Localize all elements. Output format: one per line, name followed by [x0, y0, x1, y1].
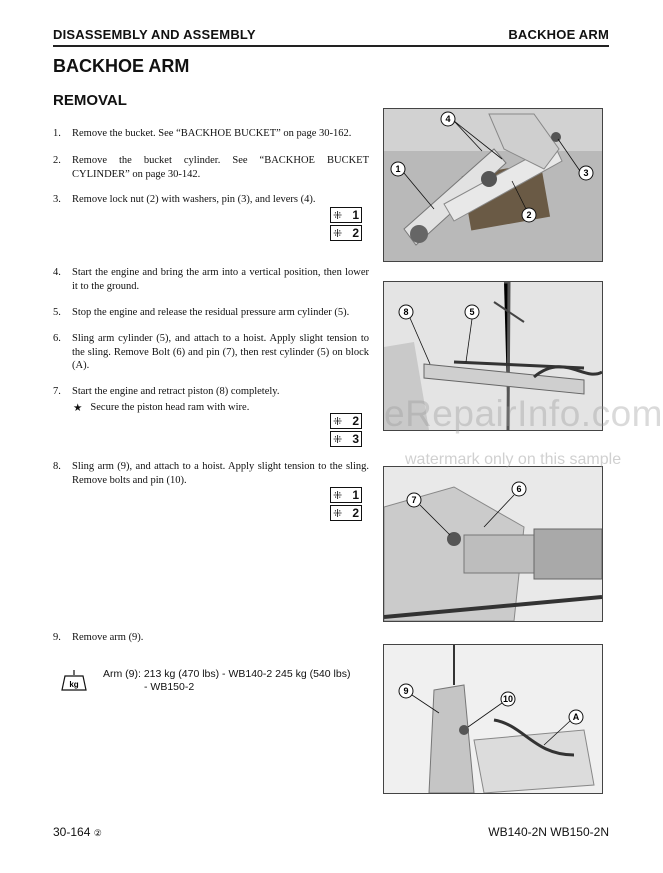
svg-text:9: 9 — [403, 686, 409, 696]
weight-spec — [59, 668, 350, 694]
step-3 — [53, 193, 369, 207]
header-rule — [53, 45, 609, 47]
svg-text:1: 1 — [395, 164, 401, 174]
svg-text:2: 2 — [526, 210, 532, 220]
step-5 — [53, 306, 369, 320]
weight-line-2: - WB150-2 — [144, 681, 195, 693]
reference-box: ⁜ 2 — [330, 505, 362, 521]
step-8 — [53, 460, 369, 487]
step-number: 9. — [53, 632, 61, 643]
step-7 — [53, 385, 369, 399]
step-text: Start the engine and retract piston (8) completely. — [72, 386, 280, 397]
header-topic: BACKHOE ARM — [508, 27, 609, 42]
weight-line-1: Arm (9): 213 kg (470 lbs) - WB140-2 245 kg (540 lbs) — [103, 668, 351, 680]
reference-box: ⁜ 3 — [330, 431, 362, 447]
section-subtitle: REMOVAL — [53, 92, 127, 109]
step-text: Start the engine and bring the arm into a vertical position, then lower it to the ground. — [72, 267, 369, 292]
photo-pin-bolt — [383, 466, 603, 622]
svg-text:3: 3 — [583, 168, 589, 178]
step-number: 4. — [53, 267, 61, 278]
reference-box: ⁜ 1 — [330, 487, 362, 503]
step-number: 2. — [53, 155, 61, 166]
procedure-icon: ⁜ — [333, 415, 343, 428]
reference-box: ⁜ 2 — [330, 225, 362, 241]
step-6 — [53, 332, 369, 373]
page-number: 30-164 — [53, 825, 91, 839]
reference-box: ⁜ 2 — [330, 413, 362, 429]
photo-removal-levers — [383, 108, 603, 262]
step-number: 8. — [53, 461, 61, 472]
watermark-text: eRepairInfo.com — [384, 393, 663, 434]
svg-text:4: 4 — [445, 114, 451, 124]
step-number: 3. — [53, 194, 61, 205]
procedure-icon: ⁜ — [333, 507, 343, 520]
svg-text:5: 5 — [469, 307, 475, 317]
step-2 — [53, 154, 369, 181]
step-number: 7. — [53, 386, 61, 397]
page-mark: ② — [93, 828, 102, 838]
procedure-icon: ⁜ — [333, 489, 343, 502]
photo-arm-hoist — [383, 644, 603, 794]
watermark-subtext: watermark only on this sample — [405, 451, 622, 468]
svg-text:kg: kg — [69, 680, 79, 689]
step-note — [73, 402, 249, 414]
procedure-icon: ⁜ — [333, 209, 343, 222]
svg-text:8: 8 — [403, 307, 409, 317]
reference-box-group — [330, 413, 362, 449]
header-section: DISASSEMBLY AND ASSEMBLY — [53, 27, 256, 42]
step-1 — [53, 127, 369, 141]
step-text: Remove the bucket. See “BACKHOE BUCKET” on page 30-162. — [72, 128, 352, 139]
svg-text:10: 10 — [502, 694, 514, 704]
reference-box-group — [330, 207, 362, 243]
step-9 — [53, 631, 369, 645]
step-text: Remove the bucket cylinder. See “BACKHOE BUCKET CYLINDER” on page 30-142. — [72, 155, 369, 180]
step-text: Sling arm cylinder (5), and attach to a hoist. Apply slight tension to the sling. Remove Bolt (6) and pin (7), then rest cylinder (5) on block (A). — [72, 333, 369, 371]
step-text: Sling arm (9), and attach to a hoist. Apply slight tension to the sling. Remove bolts and pin (10). — [72, 461, 369, 486]
page-title: BACKHOE ARM — [53, 56, 190, 76]
footer-model: WB140-2N WB150-2N — [488, 825, 609, 839]
reference-box: ⁜ 1 — [330, 207, 362, 223]
step-text: Remove lock nut (2) with washers, pin (3), and levers (4). — [72, 194, 316, 205]
step-number: 5. — [53, 307, 61, 318]
weight-icon — [59, 668, 89, 692]
step-text: Stop the engine and release the residual pressure arm cylinder (5). — [72, 307, 350, 318]
footer-page — [53, 825, 102, 839]
procedure-icon: ⁜ — [333, 433, 343, 446]
step-number: 1. — [53, 128, 61, 139]
step-4 — [53, 266, 369, 293]
star-icon: ★ — [73, 403, 83, 414]
note-text: Secure the piston head ram with wire. — [90, 402, 250, 413]
svg-text:7: 7 — [411, 495, 417, 505]
step-text: Remove arm (9). — [72, 632, 144, 643]
step-number: 6. — [53, 333, 61, 344]
svg-text:A: A — [572, 712, 580, 722]
reference-box-group — [330, 487, 362, 523]
svg-text:6: 6 — [516, 484, 522, 494]
procedure-icon: ⁜ — [333, 227, 343, 240]
